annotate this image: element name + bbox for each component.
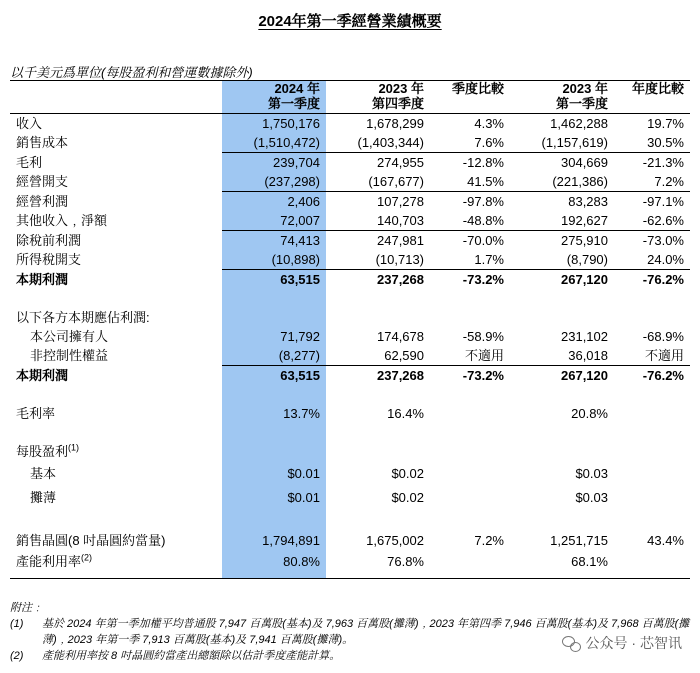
table-cell: 30.5% <box>647 135 684 150</box>
table-cell <box>10 509 222 528</box>
table-cell: 16.4% <box>387 406 424 421</box>
table-cell: 72,007 <box>280 213 320 228</box>
table-cell <box>430 485 510 509</box>
table-cell: 43.4% <box>647 532 684 548</box>
table-cell: (10,713) <box>375 252 424 267</box>
table-cell <box>222 289 326 308</box>
row-eps-heading <box>10 442 690 461</box>
table-cell <box>430 289 510 308</box>
table-cell <box>10 289 222 308</box>
table-cell <box>614 485 690 509</box>
row-label <box>10 442 690 461</box>
row-label: 本公司擁有人 <box>30 329 109 344</box>
table-cell: (237,298) <box>264 174 320 189</box>
row-operating-expenses <box>10 172 690 192</box>
table-cell <box>510 423 614 442</box>
table-cell: 63,515 <box>222 270 326 290</box>
table-cell: (221,386) <box>552 174 608 189</box>
table-cell <box>614 461 690 485</box>
watermark <box>562 633 682 653</box>
table-cell: 24.0% <box>647 252 684 267</box>
table-cell: 13.7% <box>283 406 320 421</box>
table-cell <box>222 509 326 528</box>
table-cell: -73.0% <box>614 231 690 251</box>
table-cell <box>326 423 430 442</box>
table-cell <box>614 385 690 404</box>
results-table-container <box>10 80 690 571</box>
table-cell: 107,278 <box>326 192 430 212</box>
table-bottom-rule <box>10 578 690 579</box>
table-cell: (1,510,472) <box>253 135 320 150</box>
table-cell: 237,268 <box>326 366 430 386</box>
table-cell: 83,283 <box>510 192 614 212</box>
table-cell <box>614 552 690 571</box>
row-label: 除稅前利潤 <box>16 232 82 248</box>
table-cell: $0.02 <box>391 489 424 505</box>
row-label: 攤薄 <box>30 489 57 505</box>
table-cell: 4.3% <box>474 116 504 131</box>
row-label: 經營利潤 <box>16 193 69 209</box>
table-cell <box>614 509 690 528</box>
spacer-row <box>10 509 690 528</box>
table-cell: 7.2% <box>474 532 504 548</box>
results-table <box>10 80 690 571</box>
table-cell: $0.02 <box>391 465 424 481</box>
header-2024q1 <box>222 81 326 114</box>
report-title: 2024年第一季經營業績概要 <box>258 13 442 30</box>
cell-text: 年度比較 <box>631 81 684 96</box>
table-cell <box>614 289 690 308</box>
table-cell: -48.8% <box>462 213 504 228</box>
table-cell: -70.0% <box>430 231 510 251</box>
cell-text: 2023 年 <box>378 81 424 96</box>
row-label: 收入 <box>16 116 43 131</box>
table-cell: $0.01 <box>287 465 320 481</box>
table-cell: -62.6% <box>642 213 684 228</box>
table-cell: 274,955 <box>326 153 430 173</box>
table-cell: 267,120 <box>510 270 614 290</box>
table-cell <box>430 423 510 442</box>
wechat-icon <box>562 634 580 652</box>
table-cell: -73.2% <box>430 270 510 290</box>
row-owners <box>10 327 690 346</box>
table-cell <box>430 552 510 571</box>
row-label: 其他收入﹐淨額 <box>16 213 108 229</box>
unit-note: 以千美元爲單位(每股盈利和營運數據除外) <box>10 65 253 80</box>
cell-text: 產能利用率 <box>16 554 82 569</box>
table-cell <box>326 385 430 404</box>
table-cell <box>430 461 510 485</box>
table-cell: 76.8% <box>387 554 424 569</box>
row-profit-for-period <box>10 270 690 290</box>
table-cell: 192,627 <box>561 213 608 228</box>
cell-text: 第一季度 <box>555 96 608 111</box>
table-cell: 63,515 <box>222 366 326 386</box>
cell-text: 第四季度 <box>371 96 424 111</box>
table-cell: 62,590 <box>384 348 424 363</box>
row-profit-before-tax <box>10 231 690 251</box>
table-cell <box>430 404 510 423</box>
cell-text: 每股盈利 <box>16 444 69 459</box>
table-cell: $0.01 <box>287 489 320 505</box>
table-cell: $0.03 <box>575 489 608 505</box>
table-cell: 7.6% <box>474 135 504 150</box>
table-cell: 140,703 <box>377 213 424 228</box>
table-cell <box>326 509 430 528</box>
watermark-text: 公众号 · 芯智讯 <box>585 635 682 651</box>
row-eps-basic <box>10 461 690 485</box>
row-label: 銷售晶圓(8 吋晶圓約當量) <box>16 532 166 548</box>
table-cell: 74,413 <box>222 231 326 251</box>
row-other-income <box>10 211 690 231</box>
table-cell: 2,406 <box>222 192 326 212</box>
table-cell: 不適用 <box>464 348 504 363</box>
row-label <box>10 552 222 571</box>
header-qoq <box>430 81 510 114</box>
table-cell: (8,277) <box>278 348 320 363</box>
table-cell: $0.03 <box>575 465 608 481</box>
table-cell: 237,268 <box>326 270 430 290</box>
table-cell <box>222 385 326 404</box>
table-cell: -76.2% <box>614 366 690 386</box>
table-cell: 231,102 <box>561 329 608 344</box>
table-cell: 19.7% <box>647 116 684 131</box>
row-label: 銷售成本 <box>16 135 69 151</box>
table-cell <box>430 509 510 528</box>
table-cell: -76.2% <box>614 270 690 290</box>
row-non-controlling <box>10 346 690 366</box>
row-attributable-heading <box>10 308 690 327</box>
table-cell: 20.8% <box>571 406 608 421</box>
table-cell: -97.1% <box>614 192 690 212</box>
row-label: 毛利率 <box>16 406 56 421</box>
row-label: 非控制性權益 <box>30 348 109 364</box>
table-cell: -97.8% <box>430 192 510 212</box>
table-cell: 267,120 <box>510 366 614 386</box>
row-label: 本期利潤 <box>16 367 69 383</box>
row-wafer-shipments <box>10 528 690 552</box>
row-eps-diluted <box>10 485 690 509</box>
table-cell: -12.8% <box>430 153 510 173</box>
footnote-marker: (2) <box>81 552 93 563</box>
row-revenue <box>10 114 690 134</box>
table-cell <box>614 423 690 442</box>
table-cell: 80.8% <box>283 554 320 569</box>
table-cell: 247,981 <box>326 231 430 251</box>
row-gross-profit <box>10 153 690 173</box>
table-cell <box>510 509 614 528</box>
spacer-row <box>10 289 690 308</box>
table-cell: 1,675,002 <box>366 532 424 548</box>
table-cell: 1,251,715 <box>550 532 608 548</box>
header-row <box>10 81 690 114</box>
spacer-row <box>10 385 690 404</box>
header-2023q1 <box>510 81 614 114</box>
table-cell <box>222 423 326 442</box>
table-cell <box>326 289 430 308</box>
row-profit-for-period-2 <box>10 366 690 386</box>
row-label: 毛利 <box>16 154 43 170</box>
table-cell: (167,677) <box>368 174 424 189</box>
row-operating-profit <box>10 192 690 212</box>
table-cell <box>10 385 222 404</box>
table-cell: 68.1% <box>571 554 608 569</box>
header-2023q4 <box>326 81 430 114</box>
cell-text: 2023 年 <box>562 81 608 96</box>
table-cell: 1,750,176 <box>262 116 320 131</box>
row-utilization <box>10 552 690 571</box>
table-cell: 275,910 <box>510 231 614 251</box>
cell-text: 季度比較 <box>451 81 504 96</box>
table-cell: 304,669 <box>510 153 614 173</box>
header-label <box>10 81 222 114</box>
table-cell: 1,794,891 <box>262 532 320 548</box>
table-cell: 174,678 <box>377 329 424 344</box>
table-cell: 1.7% <box>474 252 504 267</box>
table-cell: 7.2% <box>654 174 684 189</box>
row-label: 所得稅開支 <box>16 252 82 268</box>
footnote-2: (2) 產能利用率按 8 吋晶圓約當產出總額除以估計季度產能計算。 <box>10 650 341 662</box>
table-cell: -21.3% <box>614 153 690 173</box>
table-cell: (8,790) <box>566 252 608 267</box>
row-gross-margin <box>10 404 690 423</box>
table-cell: 71,792 <box>280 329 320 344</box>
row-label: 以下各方本期應佔利潤: <box>16 310 150 325</box>
cell-text: 2024 年 <box>274 81 320 96</box>
footnote-1: (1) 基於 2024 年第一季加權平均普通股 7,947 百萬股(基本)及 7,963 百萬股(攤薄)﹐2023 年第四季 7,946 百萬股(基本)及 7,968 百萬股(攤薄)﹐2023 年第一季 7,913 百萬股(基本)及 7,941 百萬股(攤薄)。 <box>10 618 690 646</box>
table-cell: (10,898) <box>271 252 320 267</box>
table-cell <box>614 404 690 423</box>
table-cell: -73.2% <box>430 366 510 386</box>
cell-text: 第一季度 <box>267 96 320 111</box>
table-cell: 36,018 <box>568 348 608 363</box>
row-income-tax <box>10 250 690 270</box>
row-label: 基本 <box>30 465 57 481</box>
row-label: 經營開支 <box>16 174 69 190</box>
table-cell: 41.5% <box>467 174 504 189</box>
table-cell: 1,678,299 <box>366 116 424 131</box>
table-cell: -68.9% <box>642 329 684 344</box>
table-cell: (1,403,344) <box>357 135 424 150</box>
row-cost-of-sales <box>10 133 690 153</box>
table-cell: 239,704 <box>222 153 326 173</box>
row-label: 本期利潤 <box>16 271 69 287</box>
notes-heading: 附注﹕ <box>10 602 43 614</box>
header-yoy <box>614 81 690 114</box>
table-cell: -58.9% <box>462 329 504 344</box>
table-cell <box>10 423 222 442</box>
footnote-marker: (1) <box>68 442 80 453</box>
spacer-row <box>10 423 690 442</box>
table-cell: (1,157,619) <box>541 135 608 150</box>
table-cell <box>510 385 614 404</box>
table-cell: 1,462,288 <box>550 116 608 131</box>
table-cell: 不適用 <box>644 348 684 363</box>
table-cell <box>430 385 510 404</box>
table-cell <box>510 289 614 308</box>
footnotes <box>10 600 690 664</box>
